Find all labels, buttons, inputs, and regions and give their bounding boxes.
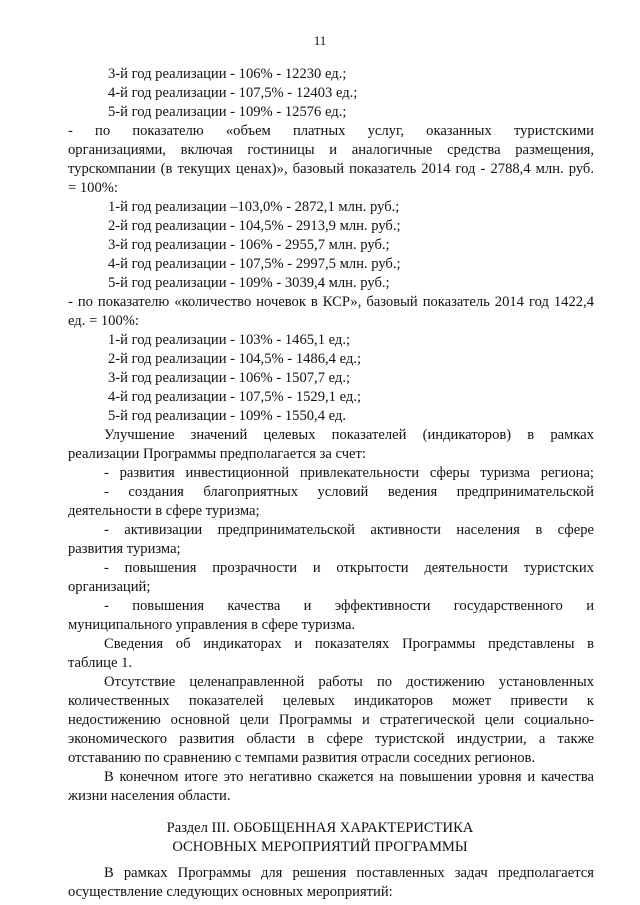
section-heading: ОСНОВНЫХ МЕРОПРИЯТИЙ ПРОГРАММЫ bbox=[172, 839, 468, 855]
text-line: осуществление следующих основных мероприятий: bbox=[68, 884, 393, 900]
text-line: 5-й год реализации - 109% - 3039,4 млн. руб.; bbox=[108, 275, 390, 291]
text-line: В конечном итоге это негативно скажется на повышении уровня и качества bbox=[104, 769, 594, 785]
text-line: турскомпании (в текущих ценах)», базовый показатель 2014 год - 2788,4 млн. руб. bbox=[68, 161, 594, 177]
text-line: - по показателю «объем платных услуг, оказанных туристскими bbox=[68, 123, 594, 139]
text-line: 3-й год реализации - 106% - 1507,7 ед.; bbox=[108, 370, 351, 386]
page-number: 11 bbox=[313, 33, 327, 48]
text-line: В рамках Программы для решения поставленных задач предполагается bbox=[104, 865, 594, 881]
text-line: 3-й год реализации - 106% - 2955,7 млн. руб.; bbox=[108, 237, 390, 253]
text-line: таблице 1. bbox=[68, 655, 133, 671]
text-line: организациями, включая гостиницы и аналогичные средства размещения, bbox=[68, 142, 594, 158]
text-line: 4-й год реализации - 107,5% - 12403 ед.; bbox=[108, 85, 358, 101]
text-line: Улучшение значений целевых показателей (индикаторов) в рамках bbox=[104, 427, 594, 443]
text-line: жизни населения области. bbox=[68, 788, 231, 804]
text-line: 4-й год реализации - 107,5% - 2997,5 млн. руб.; bbox=[108, 256, 401, 272]
text-line: количественных показателей целевых индикаторов может привести к bbox=[68, 693, 594, 709]
text-line: организаций; bbox=[68, 579, 151, 595]
text-line: 2-й год реализации - 104,5% - 2913,9 млн. руб.; bbox=[108, 218, 401, 234]
text-line: развития туризма; bbox=[68, 541, 181, 557]
text-line: = 100%: bbox=[68, 180, 118, 196]
text-line: Сведения об индикаторах и показателях Программы представлены в bbox=[104, 636, 594, 652]
text-line: отставанию по сравнению с темпами развития отрасли соседних регионов. bbox=[68, 750, 536, 766]
text-line: реализации Программы предполагается за счет: bbox=[68, 446, 366, 462]
text-line: недостижению основной цели Программы и стратегической цели социально- bbox=[68, 712, 594, 728]
text-line: 3-й год реализации - 106% - 12230 ед.; bbox=[108, 66, 347, 82]
text-line: ед. = 100%: bbox=[68, 313, 139, 329]
text-line: - создания благоприятных условий ведения предпринимательской bbox=[104, 484, 594, 500]
text-line: - повышения прозрачности и открытости деятельности туристских bbox=[104, 560, 594, 576]
text-line: - повышения качества и эффективности государственного и bbox=[104, 598, 594, 614]
section-heading: Раздел III. ОБОБЩЕННАЯ ХАРАКТЕРИСТИКА bbox=[166, 820, 474, 836]
text-line: деятельности в сфере туризма; bbox=[68, 503, 260, 519]
text-line: 2-й год реализации - 104,5% - 1486,4 ед.; bbox=[108, 351, 362, 367]
text-line: экономического развития области в сфере туристской индустрии, а также bbox=[68, 731, 594, 747]
text-line: 4-й год реализации - 107,5% - 1529,1 ед.; bbox=[108, 389, 362, 405]
text-line: 5-й год реализации - 109% - 1550,4 ед. bbox=[108, 408, 347, 424]
text-line: 1-й год реализации - 103% - 1465,1 ед.; bbox=[108, 332, 351, 348]
text-line: - развития инвестиционной привлекательности сферы туризма региона; bbox=[104, 465, 594, 481]
text-line: 5-й год реализации - 109% - 12576 ед.; bbox=[108, 104, 347, 120]
text-line: - активизации предпринимательской активности населения в сфере bbox=[104, 522, 594, 538]
text-line: 1-й год реализации –103,0% - 2872,1 млн. руб.; bbox=[108, 199, 400, 215]
text-line: - по показателю «количество ночевок в КСР», базовый показатель 2014 год 1422,4 bbox=[68, 294, 594, 310]
text-line: муниципального управления в сфере туризма. bbox=[68, 617, 356, 633]
text-line: Отсутствие целенаправленной работы по достижению установленных bbox=[104, 674, 594, 690]
